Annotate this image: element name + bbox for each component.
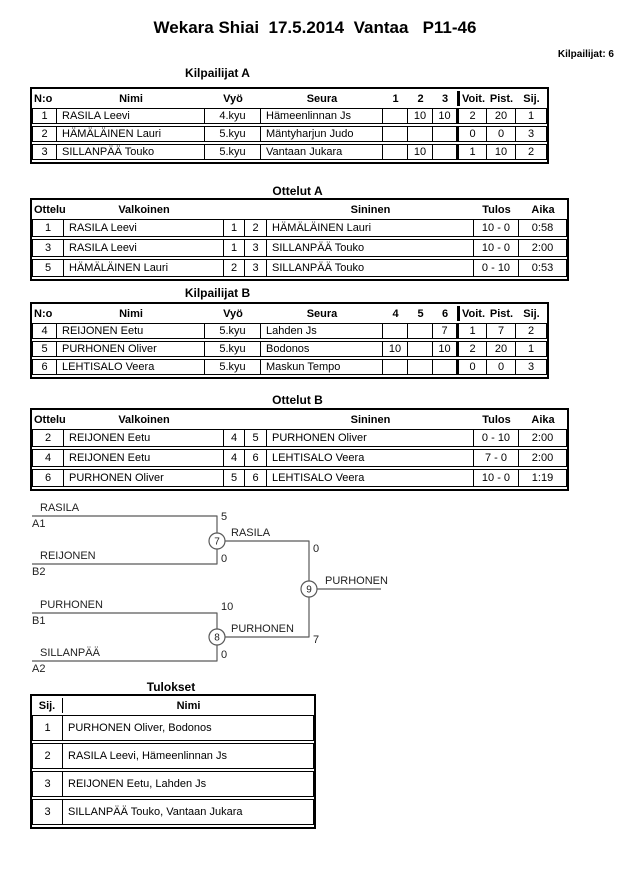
pool-a-header-row — [32, 91, 547, 106]
cell-points: 0 — [487, 359, 516, 375]
cell-match-no: 2 — [32, 429, 64, 447]
col-header-no: N:o — [34, 307, 53, 320]
match-row — [32, 259, 567, 277]
competitor-row — [32, 323, 547, 339]
match-row — [32, 239, 567, 257]
cell-score-4 — [383, 359, 408, 375]
cell-time: 2:00 — [519, 239, 567, 257]
cell-name: PURHONEN Oliver — [57, 341, 205, 357]
cell-score-6: 7 — [433, 323, 457, 339]
cell-white-name: HÄMÄLÄINEN Lauri — [64, 259, 224, 277]
col-header-empty — [224, 202, 245, 217]
cell-score-5 — [408, 359, 433, 375]
match-8-number: 8 — [214, 632, 220, 644]
cell-result: 0 - 10 — [474, 429, 519, 447]
cell-belt: 5.kyu — [205, 144, 261, 160]
page-title: Wekara Shiai 17.5.2014 Vantaa P11-46 — [153, 18, 477, 37]
col-header-match: Ottelu — [34, 413, 66, 426]
cell-wins: 0 — [457, 359, 487, 375]
cell-score-1 — [383, 144, 408, 160]
cell-white-name: RASILA Leevi — [64, 239, 224, 257]
col-header-empty — [245, 412, 267, 427]
col-header-3: 3 — [441, 92, 449, 105]
cell-name: SILLANPÄÄ Touko — [57, 144, 205, 160]
cell-score-4: 10 — [383, 341, 408, 357]
cell-no: 3 — [32, 144, 57, 160]
col-header-5: 5 — [417, 307, 424, 320]
cell-time: 0:53 — [519, 259, 567, 277]
match-9-number: 9 — [306, 584, 312, 596]
col-header-wins: Voit. — [457, 91, 487, 106]
col-header-blue: Sininen — [350, 413, 391, 426]
cell-match-no: 6 — [32, 469, 64, 487]
bracket-seed: A2 — [32, 663, 46, 675]
cell-score-6: 10 — [433, 341, 457, 357]
cell-score-6 — [433, 359, 457, 375]
cell-name: SILLANPÄÄ Touko, Vantaan Jukara — [63, 799, 314, 825]
bracket-semi1-winner: RASILA — [231, 527, 271, 539]
cell-name: HÄMÄLÄINEN Lauri — [57, 126, 205, 142]
cell-result: 0 - 10 — [474, 259, 519, 277]
cell-wins: 1 — [457, 323, 487, 339]
cell-place: 1 — [516, 108, 547, 124]
cell-belt: 5.kyu — [205, 126, 261, 142]
cell-result: 7 - 0 — [474, 449, 519, 467]
cell-name: RASILA Leevi — [57, 108, 205, 124]
cell-place: 3 — [32, 799, 63, 825]
col-header-time: Aika — [531, 203, 555, 216]
cell-score-3 — [433, 126, 457, 142]
col-header-wins: Voit. — [457, 306, 487, 321]
cell-score-1 — [383, 108, 408, 124]
cell-points: 20 — [487, 108, 516, 124]
cell-time: 1:19 — [519, 469, 567, 487]
cell-white-no: 4 — [224, 429, 245, 447]
col-header-no: N:o — [34, 92, 53, 105]
cell-club: Vantaan Jukara — [261, 144, 383, 160]
bracket-semi2-winner: PURHONEN — [231, 623, 294, 635]
cell-white-name: REIJONEN Eetu — [64, 449, 224, 467]
bracket-seed: B2 — [32, 566, 46, 578]
cell-place: 1 — [32, 715, 63, 741]
cell-blue-name: LEHTISALO Veera — [267, 469, 474, 487]
bracket-champion: PURHONEN — [325, 575, 388, 587]
cell-place: 3 — [516, 126, 547, 142]
matches-a-header-row — [32, 202, 567, 217]
col-header-2: 2 — [417, 92, 424, 105]
cell-white-no: 1 — [224, 239, 245, 257]
cell-score-5 — [408, 323, 433, 339]
cell-name: RASILA Leevi, Hämeenlinnan Js — [63, 743, 314, 769]
bracket-player-name: PURHONEN — [40, 599, 103, 611]
result-row — [32, 799, 314, 825]
match-row — [32, 449, 567, 467]
cell-points: 7 — [487, 323, 516, 339]
cell-belt: 5.kyu — [205, 341, 261, 357]
cell-club: Mäntyharjun Judo — [261, 126, 383, 142]
cell-match-no: 5 — [32, 259, 64, 277]
cell-blue-no: 3 — [245, 259, 267, 277]
matches-a-title: Ottelut A — [272, 184, 323, 198]
bracket-score: 0 — [221, 649, 228, 661]
cell-score-1 — [383, 126, 408, 142]
cell-white-no: 5 — [224, 469, 245, 487]
bracket-player-name: RASILA — [40, 502, 80, 514]
cell-score-3 — [433, 144, 457, 160]
cell-belt: 5.kyu — [205, 359, 261, 375]
cell-blue-no: 6 — [245, 469, 267, 487]
col-header-points: Pist. — [489, 307, 514, 320]
result-row — [32, 743, 314, 769]
cell-place: 3 — [32, 771, 63, 797]
col-header-points: Pist. — [489, 92, 514, 105]
competitor-row — [32, 108, 547, 124]
competitor-row — [32, 144, 547, 160]
bracket-seed: A1 — [32, 518, 46, 530]
cell-no: 4 — [32, 323, 57, 339]
cell-white-no: 4 — [224, 449, 245, 467]
cell-white-no: 1 — [224, 219, 245, 237]
cell-time: 2:00 — [519, 429, 567, 447]
matches-a-table — [30, 198, 569, 281]
cell-club: Lahden Js — [261, 323, 383, 339]
pool-a-table — [30, 87, 549, 164]
elimination-bracket — [0, 495, 630, 695]
col-header-place: Sij. — [523, 92, 540, 105]
match-row — [32, 219, 567, 237]
matches-b-header-row — [32, 412, 567, 427]
col-header-name: Nimi — [176, 699, 201, 712]
cell-result: 10 - 0 — [474, 219, 519, 237]
pool-b-title: Kilpailijat B — [184, 286, 251, 300]
col-header-empty — [224, 412, 245, 427]
cell-no: 5 — [32, 341, 57, 357]
cell-name: REIJONEN Eetu — [57, 323, 205, 339]
cell-club: Maskun Tempo — [261, 359, 383, 375]
cell-club: Bodonos — [261, 341, 383, 357]
cell-white-name: RASILA Leevi — [64, 219, 224, 237]
cell-blue-no: 6 — [245, 449, 267, 467]
cell-white-no: 2 — [224, 259, 245, 277]
matches-b-title: Ottelut B — [272, 393, 323, 407]
col-header-result: Tulos — [482, 203, 511, 216]
pool-b-header-row — [32, 306, 547, 321]
cell-blue-name: SILLANPÄÄ Touko — [267, 259, 474, 277]
competitor-row — [32, 359, 547, 375]
cell-wins: 2 — [457, 108, 487, 124]
cell-score-2: 10 — [408, 108, 433, 124]
cell-time: 2:00 — [519, 449, 567, 467]
cell-place: 1 — [516, 341, 547, 357]
cell-club: Hämeenlinnan Js — [261, 108, 383, 124]
cell-no: 1 — [32, 108, 57, 124]
cell-blue-no: 2 — [245, 219, 267, 237]
col-header-6: 6 — [441, 307, 449, 320]
results-table — [30, 694, 316, 829]
cell-score-5 — [408, 341, 433, 357]
competitor-count: Kilpailijat: 6 — [557, 49, 614, 60]
bracket-score: 0 — [313, 543, 320, 555]
bracket-score: 5 — [221, 511, 228, 523]
col-header-1: 1 — [392, 92, 399, 105]
col-header-club: Seura — [306, 92, 338, 105]
cell-points: 20 — [487, 341, 516, 357]
cell-no: 2 — [32, 126, 57, 142]
cell-blue-no: 3 — [245, 239, 267, 257]
col-header-result: Tulos — [482, 413, 511, 426]
cell-blue-name: LEHTISALO Veera — [267, 449, 474, 467]
cell-wins: 1 — [457, 144, 487, 160]
bracket-player-name: REIJONEN — [40, 550, 96, 562]
results-header-row — [32, 698, 314, 713]
match-7-number: 7 — [214, 536, 220, 548]
bracket-score: 10 — [221, 601, 234, 613]
col-header-place: Sij. — [32, 698, 63, 713]
cell-no: 6 — [32, 359, 57, 375]
cell-name: PURHONEN Oliver, Bodonos — [63, 715, 314, 741]
cell-wins: 0 — [457, 126, 487, 142]
cell-place: 3 — [516, 359, 547, 375]
pool-a-title: Kilpailijat A — [185, 66, 250, 80]
col-header-name: Nimi — [119, 307, 143, 320]
cell-match-no: 1 — [32, 219, 64, 237]
competitor-row — [32, 341, 547, 357]
cell-points: 10 — [487, 144, 516, 160]
cell-white-name: PURHONEN Oliver — [64, 469, 224, 487]
col-header-blue: Sininen — [350, 203, 391, 216]
cell-name: REIJONEN Eetu, Lahden Js — [63, 771, 314, 797]
competitor-row — [32, 126, 547, 142]
col-header-match: Ottelu — [34, 203, 66, 216]
cell-points: 0 — [487, 126, 516, 142]
cell-blue-no: 5 — [245, 429, 267, 447]
bracket-seed: B1 — [32, 615, 46, 627]
col-header-belt: Vyö — [223, 307, 243, 320]
cell-place: 2 — [516, 144, 547, 160]
result-row — [32, 715, 314, 741]
col-header-place: Sij. — [523, 307, 540, 320]
cell-belt: 5.kyu — [205, 323, 261, 339]
cell-blue-name: SILLANPÄÄ Touko — [267, 239, 474, 257]
col-header-white: Valkoinen — [118, 203, 170, 216]
col-header-club: Seura — [306, 307, 338, 320]
cell-result: 10 - 0 — [474, 469, 519, 487]
col-header-name: Nimi — [119, 92, 143, 105]
cell-blue-name: PURHONEN Oliver — [267, 429, 474, 447]
result-row — [32, 771, 314, 797]
cell-score-2: 10 — [408, 144, 433, 160]
cell-blue-name: HÄMÄLÄINEN Lauri — [267, 219, 474, 237]
col-header-white: Valkoinen — [118, 413, 170, 426]
cell-wins: 2 — [457, 341, 487, 357]
bracket-score: 7 — [313, 634, 320, 646]
cell-name: LEHTISALO Veera — [57, 359, 205, 375]
match-row — [32, 429, 567, 447]
cell-result: 10 - 0 — [474, 239, 519, 257]
cell-place: 2 — [516, 323, 547, 339]
cell-score-2 — [408, 126, 433, 142]
bracket-score: 0 — [221, 553, 228, 565]
col-header-belt: Vyö — [223, 92, 243, 105]
cell-belt: 4.kyu — [205, 108, 261, 124]
matches-b-table — [30, 408, 569, 491]
match-row — [32, 469, 567, 487]
bracket-player-name: SILLANPÄÄ — [40, 647, 100, 659]
col-header-empty — [245, 202, 267, 217]
cell-match-no: 4 — [32, 449, 64, 467]
cell-place: 2 — [32, 743, 63, 769]
results-title: Tulokset — [146, 680, 196, 694]
col-header-time: Aika — [531, 413, 555, 426]
cell-time: 0:58 — [519, 219, 567, 237]
cell-score-4 — [383, 323, 408, 339]
col-header-4: 4 — [392, 307, 399, 320]
cell-score-3: 10 — [433, 108, 457, 124]
pool-b-table — [30, 302, 549, 379]
cell-white-name: REIJONEN Eetu — [64, 429, 224, 447]
cell-match-no: 3 — [32, 239, 64, 257]
